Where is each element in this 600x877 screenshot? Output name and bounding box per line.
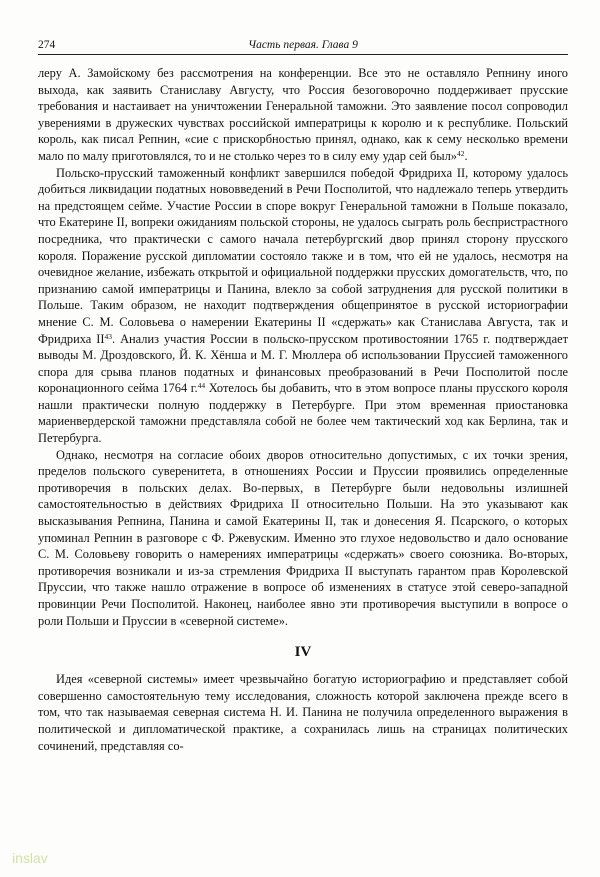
paragraph-text: Идея «северной системы» имеет чрезвычайно богатую историографию и представляет собой совершенно самостоятельную тему исследования, сложность которой заключена прежде всего в том, что так называемая северная система Н. И. Панина не получила определенного выражения в политической и дипломатической практике, а сохранилась лишь на страницах политических сочинений, представляя со- <box>38 672 568 753</box>
running-title: Часть первая. Глава 9 <box>248 39 358 51</box>
section-heading: IV <box>294 644 312 661</box>
paragraph-text: Однако, несмотря на согласие обоих дворов относительно допустимых, с их точки зрения, пределов польского суверенитета, в отношениях России и Пруссии проявились определенные противоречия в польских делах. Во-первых, в Петербурге были недовольны излишней самостоятельностью в действиях Фридриха II относительно Польши. На это указывают как высказывания Репнина, Панина и самой Екатерины II, так и донесения Я. Псарского, о которых упоминал Репнин в разговоре с Ф. Ржевуским. Именно это глухое недовольство и дало основание С. М. Соловьеву говорить о намерениях императрицы «сдержать» своего союзника. Во-вторых, противоречия возникали и из-за стремления Фридриха II выступать гарантом прав Королевской Пруссии, что также нашло отражение в вопросе об изменениях в статусе этой северо-западной провинции Речи Посполитой. Наконец, наиболее явно эти противоречия выступили в вопросе о роли Польши и Пруссии в «северной системе». <box>38 447 568 628</box>
page-body <box>38 65 568 754</box>
paragraph <box>38 447 568 630</box>
paragraph <box>38 671 568 754</box>
paragraph-text: Польско-прусский таможенный конфликт завершился победой Фридриха II, которому удалось добиться ликвидации податных нововведений в Речи Посполитой, что надлежало теперь утвердить на предстоящем сейме. Участие России в споре вокруг Генеральной таможни в Польше показало, что Екатерине II, вопреки ожиданиям польской стороны, не удалось сыграть роль беспристрастного посредника, что практически с самого начала петербургский двор принял сторону прусского короля. Поражение русской дипломатии состояло также и в том, что ей не удалось, несмотря на очевидное желание, избежать открытой и официальной поддержки прусских домогательств, что, по признанию самой императрицы и Панина, влекло за собой затруднения для русской политики в Польше. Таким образом, не находит подтверждения общепринятое в русской историографии мнение С. М. Соловьева о намерении Екатерины II «сдержать» как Станислава Августа, так и Фридриха II <box>38 165 568 346</box>
paragraph <box>38 165 568 447</box>
paragraph-text: леру А. Замойскому без рассмотрения на конференции. Все это не оставляло Репнину иного выхода, как заявить Станиславу Августу, что Россия безоговорочно поддерживает прусские требования и настаивает на уничтожении Генеральной таможни. Это заявление посол сопроводил уверениями в дружеских чувствах российской императрицы к королю и к республике. Польский король, как писал Репнин, «сие с прискорбностью принял, однако, как к сему несколько времени мало по малу приготовлялся, то и не столько через то в силу ему удар сей был» <box>38 66 568 163</box>
watermark: inslav <box>12 850 48 866</box>
paragraph-tail: . Анализ участия России в польско-прусском противостоянии 1765 г. подтверждает выводы М. Дроздовского, Й. К. Хёнша и М. Г. Мюллера об использовании Пруссией таможенного спора для срыва планов податных и финансовых преобразований в Речи Посполитой после коронационного сейма 1764 г. <box>38 331 568 396</box>
footnote-ref: 42 <box>456 148 465 158</box>
page-number: 274 <box>38 39 56 51</box>
footnote-ref: 43 <box>104 331 113 341</box>
paragraph-tail: . <box>464 148 468 163</box>
footnote-ref: 44 <box>197 381 206 391</box>
page-header <box>38 38 568 55</box>
book-page <box>38 38 568 754</box>
paragraph-tail: Хотелось бы добавить, что в этом вопросе планы прусского короля нашли практически полную поддержку в Петербурге. При этом временная приостановка мариенвердерской таможни представляла собой не более чем тактический ход как Берлина, так и Петербурга. <box>38 381 568 446</box>
paragraph <box>38 65 568 165</box>
